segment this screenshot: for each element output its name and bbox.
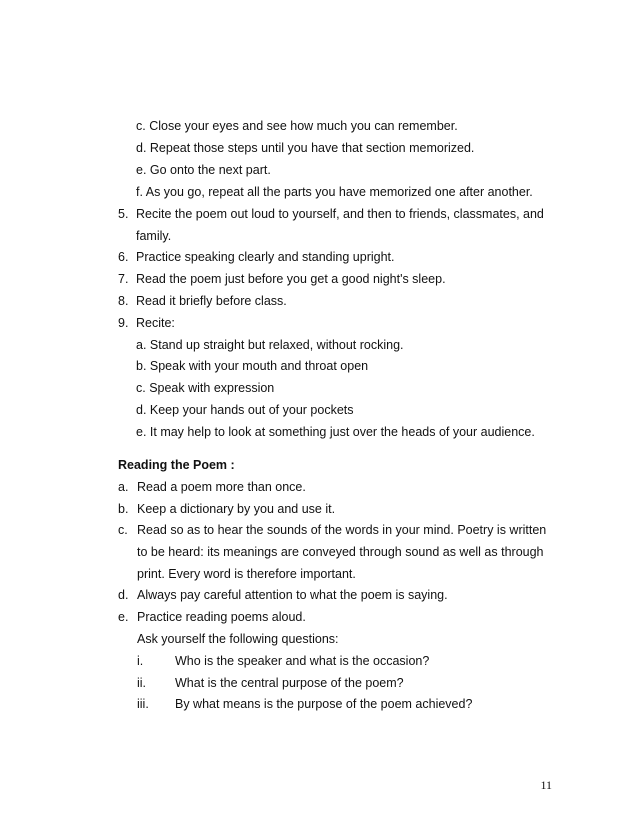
step-number: 5.	[118, 207, 129, 221]
list-item-text: Read a poem more than once.	[137, 480, 306, 494]
question-text: What is the central purpose of the poem?	[175, 676, 404, 690]
list-marker: b.	[118, 502, 129, 516]
section-heading: Reading the Poem :	[118, 458, 235, 472]
recite-substep: b. Speak with your mouth and throat open	[136, 359, 369, 373]
list-item-text: Keep a dictionary by you and use it.	[137, 502, 336, 516]
recite-substep: e. It may help to look at something just over the heads of your audience.	[136, 425, 535, 439]
substep-c: c. Close your eyes and see how much you can remember.	[136, 119, 458, 133]
question-text: Who is the speaker and what is the occasion?	[175, 654, 430, 668]
list-item-text: Read so as to hear the sounds of the words in your mind. Poetry is written	[137, 523, 547, 537]
list-marker: a.	[118, 480, 129, 494]
page-number: 11	[540, 778, 552, 792]
step-text: Read the poem just before you get a good night's sleep.	[136, 272, 446, 286]
step-text: Practice speaking clearly and standing upright.	[136, 250, 395, 264]
list-item-text: to be heard: its meanings are conveyed through sound as well as through	[137, 545, 544, 559]
recite-substep: d. Keep your hands out of your pockets	[136, 403, 354, 417]
list-item-text: Practice reading poems aloud.	[137, 610, 306, 624]
list-item-text: print. Every word is therefore important.	[137, 567, 356, 581]
list-item-text: Always pay careful attention to what the poem is saying.	[137, 588, 448, 602]
step-text: Read it briefly before class.	[136, 294, 287, 308]
step-number: 8.	[118, 294, 129, 308]
list-marker: d.	[118, 588, 129, 602]
list-marker: e.	[118, 610, 129, 624]
step-text: family.	[136, 229, 172, 243]
substep-d: d. Repeat those steps until you have that section memorized.	[136, 141, 475, 155]
question-numeral: i.	[137, 654, 144, 668]
step-text: Recite the poem out loud to yourself, and then to friends, classmates, and	[136, 207, 544, 221]
question-text: By what means is the purpose of the poem achieved?	[175, 697, 473, 711]
question-numeral: ii.	[137, 676, 147, 690]
step-number: 7.	[118, 272, 129, 286]
step-text: Recite:	[136, 316, 175, 330]
recite-substep: c. Speak with expression	[136, 381, 275, 395]
step-number: 6.	[118, 250, 129, 264]
substep-e: e. Go onto the next part.	[136, 163, 271, 177]
recite-substep: a. Stand up straight but relaxed, without rocking.	[136, 338, 404, 352]
substep-f: f. As you go, repeat all the parts you have memorized one after another.	[136, 185, 533, 199]
questions-intro: Ask yourself the following questions:	[137, 632, 339, 646]
step-number: 9.	[118, 316, 129, 330]
question-numeral: iii.	[137, 697, 149, 711]
list-marker: c.	[118, 523, 128, 537]
